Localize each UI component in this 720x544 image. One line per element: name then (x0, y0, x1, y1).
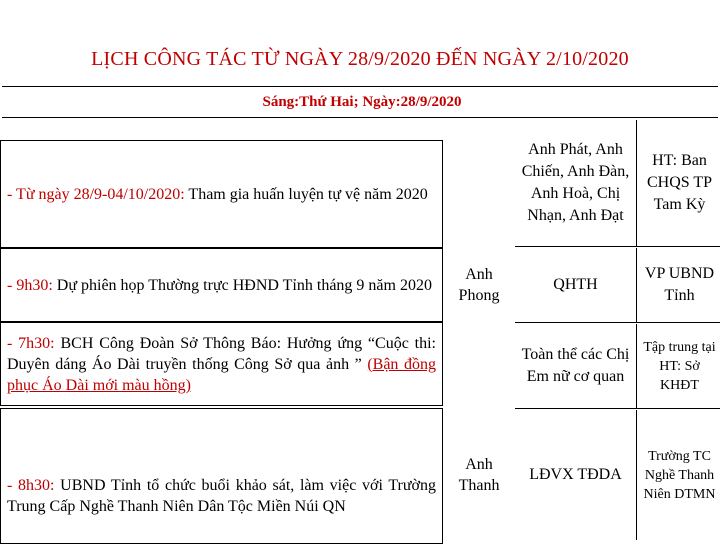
time-label: - 9h30: (7, 276, 53, 294)
row-divider (515, 246, 720, 247)
time-label: - 8h30: (7, 477, 55, 494)
page-title: LỊCH CÔNG TÁC TỪ NGÀY 28/9/2020 ĐẾN NGÀY 2/10/2020 (91, 48, 629, 70)
time-label: - Từ ngày 28/9-04/10/2020: (7, 185, 185, 203)
schedule-row-2-description (0, 248, 443, 322)
schedule-row-1-location: HT: Ban CHQS TP Tam Kỳ (646, 152, 713, 213)
description-text: Dự phiên họp Thường trực HĐND Tỉnh tháng 9 năm 2020 (52, 276, 432, 294)
schedule-row-4-location: Trường TC Nghề Thanh Niên DTMN (643, 448, 716, 502)
schedule-row-4-description (0, 408, 443, 544)
section-header-label: Sáng:Thứ Hai; Ngày:28/9/2020 (262, 94, 462, 110)
schedule-row-3-attendees: Toàn thể các Chị Em nữ cơ quan (515, 324, 637, 408)
dress-code-note: (Bận đồng phục Áo Dài mới màu hồng) (7, 355, 436, 394)
schedule-row-2-person: Anh Phong (458, 266, 500, 304)
schedule-row-4-person: Anh Thanh (458, 456, 500, 494)
schedule-row-4-attendees: LĐVX TĐDA (515, 410, 637, 540)
schedule-row-2-attendees: QHTH (515, 248, 637, 322)
schedule-row-1-person (445, 120, 513, 246)
schedule-row-1-description (0, 140, 443, 248)
description-text: BCH Công Đoàn Sở Thông Báo: Hưởng ứng “Cuộc thi: Duyên dáng Áo Dài truyền thống Công Sở qua ảnh ” (7, 334, 436, 373)
section-header (2, 86, 718, 118)
time-label: - 7h30: (7, 334, 55, 352)
schedule-row-3-description (0, 322, 443, 406)
description-text: Tham gia huấn luyện tự vệ năm 2020 (184, 185, 428, 203)
schedule-row-2-location: VP UBND Tỉnh (644, 265, 715, 304)
schedule-row-3-person (445, 324, 513, 408)
row-divider (515, 408, 720, 409)
description-text: UBND Tỉnh tổ chức buổi khảo sát, làm việc với Trường Trung Cấp Nghề Thanh Niên Dân Tộc Miền Núi QN (7, 477, 436, 515)
schedule-row-3-location: Tập trung tại HT: Sở KHĐT (643, 339, 716, 393)
schedule-row-1-attendees: Anh Phát, Anh Chiến, Anh Đàn, Anh Hoà, Chị Nhạn, Anh Đạt (515, 120, 637, 246)
row-divider (515, 322, 720, 323)
